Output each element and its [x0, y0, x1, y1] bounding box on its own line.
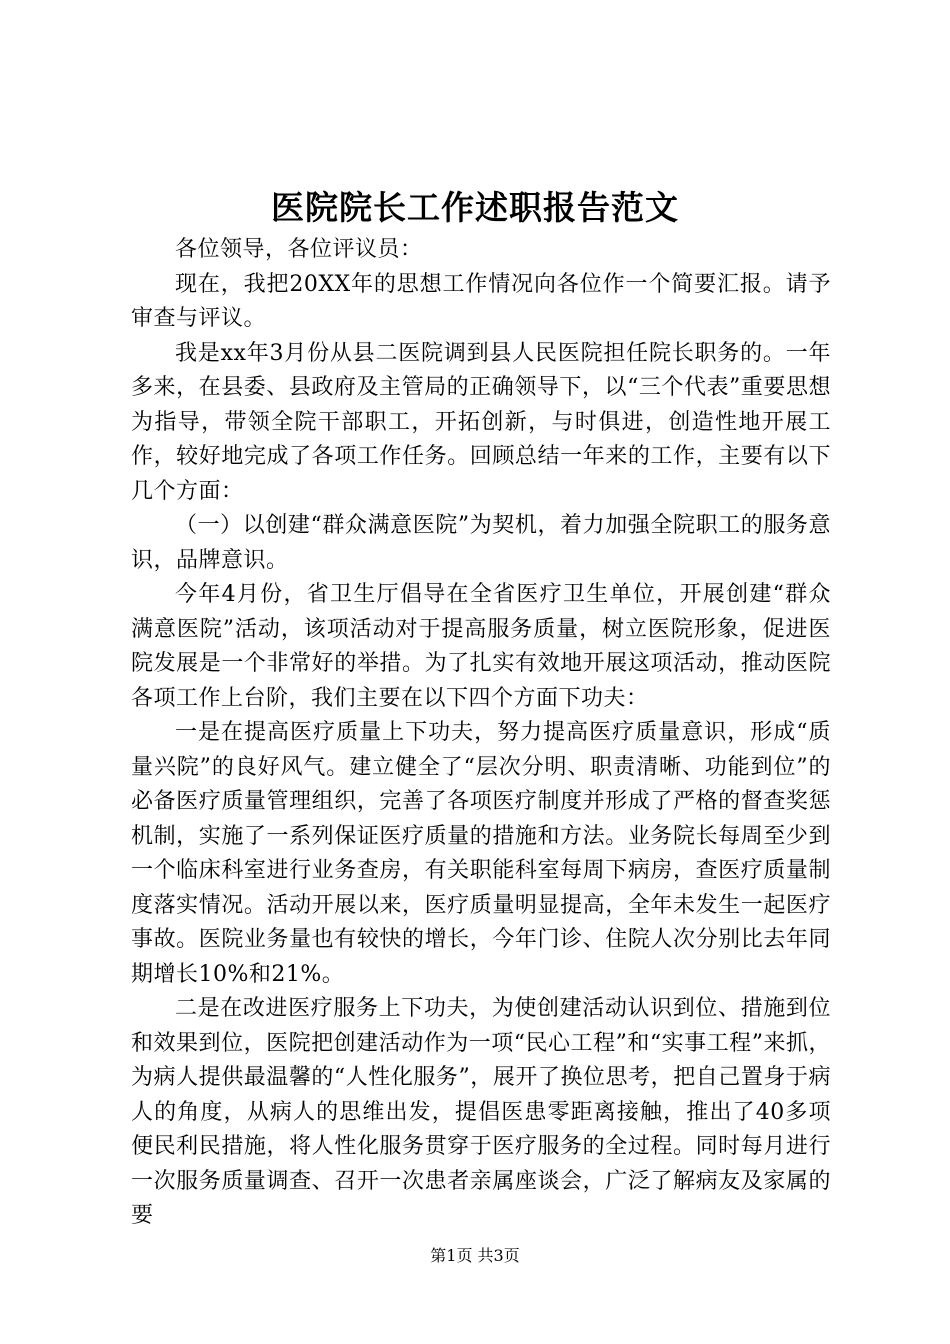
document-title: 医院院长工作述职报告范文 [271, 188, 679, 227]
service-paragraph: 二是在改进医疗服务上下功夫，为使创建活动认识到位、措施到位和效果到位，医院把创建活动作为一项“民心工程”和“实事工程”来抓，为病人提供最温馨的“人性化服务”，展开了换位思考，把自己置身于病人的角度，从病人的思维出发，提倡医患零距离接触，推出了40多项便民利民措施，将人性化服务贯穿于医疗服务的全过程。同时每月进行一次服务质量调查、召开一次患者亲属座谈会，广泛了解病友及家属的要 [131, 996, 831, 1228]
document-body [131, 233, 831, 1234]
quality-paragraph: 一是在提高医疗质量上下功夫，努力提高医疗质量意识，形成“质量兴院”的良好风气。建立健全了“层次分明、职责清晰、功能到位”的必备医疗质量管理组织，完善了各项医疗制度并形成了严格的督查奖惩机制，实施了一系列保证医疗质量的措施和方法。业务院长每周至少到一个临床科室进行业务查房，有关职能科室每周下病房，查医疗质量制度落实情况。活动开展以来，医疗质量明显提高，全年未发生一起医疗事故。医院业务量也有较快的增长，今年门诊、住院人次分别比去年同期增长10%和21%。 [131, 720, 831, 987]
background-paragraph: 我是xx年3月份从县二医院调到县人民医院担任院长职务的。一年多来，在县委、县政府及主管局的正确领导下，以“三个代表”重要思想为指导，带领全院干部职工，开拓创新，与时俱进，创造性地开展工作，较好地完成了各项工作任务。回顾总结一年来的工作，主要有以下几个方面： [131, 340, 831, 504]
activity-paragraph: 今年4月份，省卫生厅倡导在全省医疗卫生单位，开展创建“群众满意医院”活动，该项活动对于提高服务质量，树立医院形象，促进医院发展是一个非常好的举措。为了扎实有效地开展这项活动，推动医院各项工作上台阶，我们主要在以下四个方面下功夫： [131, 582, 831, 711]
page-footer: 第1页 共3页 [430, 1246, 520, 1265]
salutation-paragraph: 各位领导，各位评议员： [175, 237, 423, 262]
intro-paragraph: 现在，我把20XX年的思想工作情况向各位作一个简要汇报。请予审查与评议。 [131, 271, 831, 331]
section-heading-1: （一）以创建“群众满意医院”为契机，着力加强全院职工的服务意识，品牌意识。 [131, 513, 831, 573]
